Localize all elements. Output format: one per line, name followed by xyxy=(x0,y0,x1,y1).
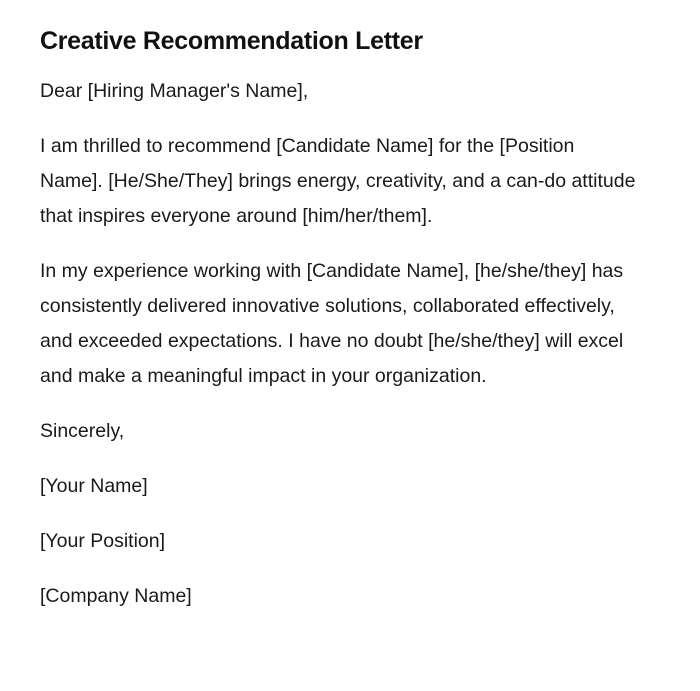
letter-closing: Sincerely, xyxy=(40,420,125,442)
letter-greeting: Dear [Hiring Manager's Name], xyxy=(40,80,309,102)
letter-paragraph-experience: In my experience working with [Candidate Name], [he/she/they] has consistently delivered innovative solutions, collaborated effectively, and exceeded expectations. I have no doubt [he/she/they] will excel and make a meaningful impact in your organization. xyxy=(40,260,624,387)
signature-company: [Company Name] xyxy=(40,585,192,607)
signature-name: [Your Name] xyxy=(40,475,148,497)
letter-paragraph-intro: I am thrilled to recommend [Candidate Name] for the [Position Name]. [He/She/They] brings energy, creativity, and a can-do attitude that inspires everyone around [him/her/them]. xyxy=(40,135,636,227)
signature-position: [Your Position] xyxy=(40,530,166,552)
letter-title: Creative Recommendation Letter xyxy=(40,27,423,55)
